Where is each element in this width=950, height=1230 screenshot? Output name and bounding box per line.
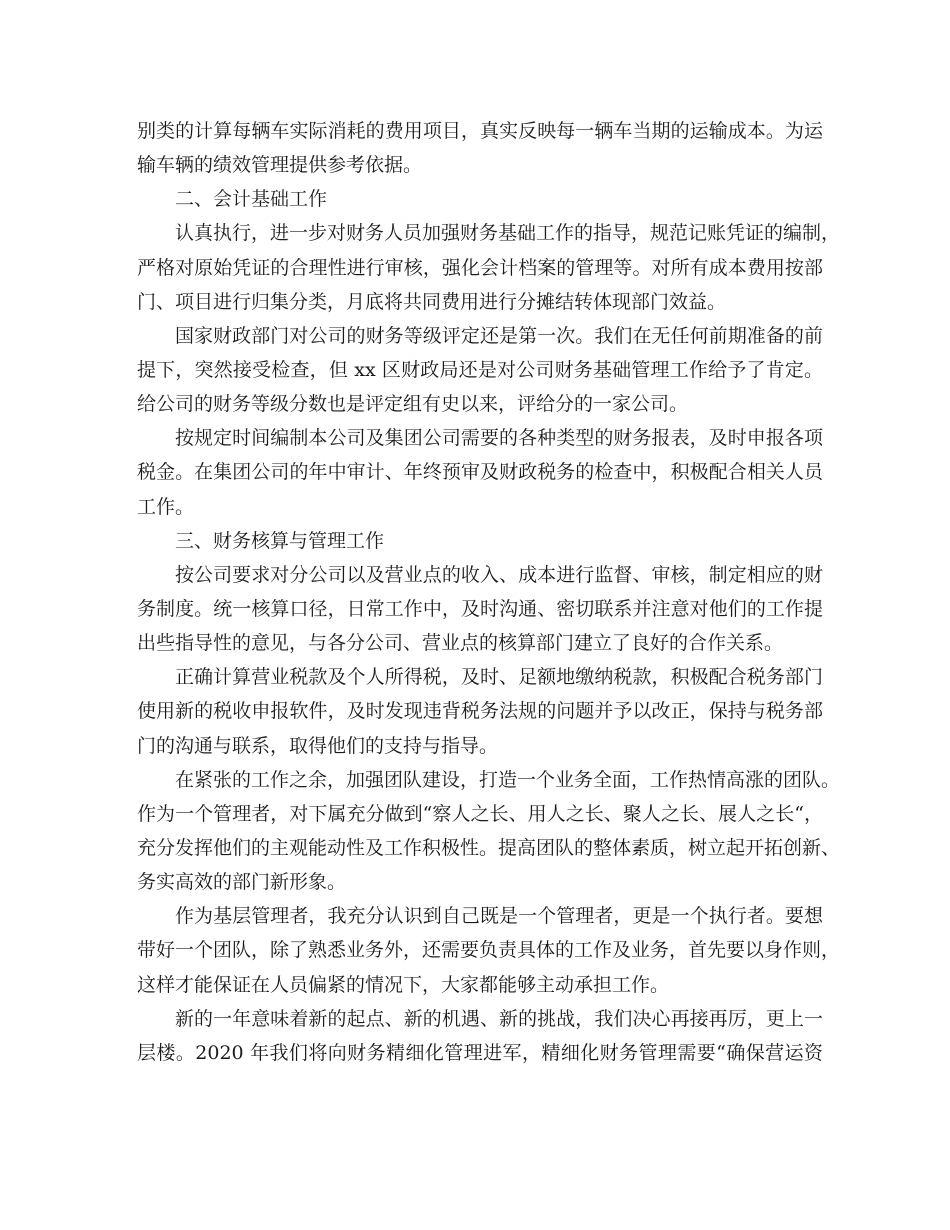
paragraph-line: 国家财政部门对公司的财务等级评定还是第一次。我们在无任何前期准备的前 — [175, 324, 823, 347]
paragraph-line: 税金。在集团公司的年中审计、年终预审及财政税务的检查中，积极配合相关人员 — [137, 461, 823, 484]
paragraph-line: 别类的计算每辆车实际消耗的费用项目，真实反映每一辆车当期的运输成本。为运 — [137, 120, 823, 142]
paragraph-line: 层楼。2020 年我们将向财务精细化管理进军，精细化财务管理需要“确保营运资 — [137, 1041, 823, 1064]
paragraph-line: 门、项目进行归集分类，月底将共同费用进行分摊结转体现部门效益。 — [137, 290, 727, 313]
paragraph-line: 充分发挥他们的主观能动性及工作积极性。提高团队的整体素质，树立起开拓创新、 — [137, 836, 841, 859]
paragraph-line: 务制度。统一核算口径，日常工作中，及时沟通、密切联系并注意对他们的工作提 — [137, 597, 823, 620]
paragraph-line: 提下，突然接受检查，但 xx 区财政局还是对公司财务基础管理工作给予了肯定。 — [137, 358, 823, 381]
paragraph-line: 门的沟通与联系，取得他们的支持与指导。 — [137, 734, 499, 757]
paragraph-line: 带好一个团队，除了熟悉业务外，还需要负责具体的工作及业务，首先要以身作则， — [137, 939, 841, 962]
paragraph-line: 输车辆的绩效管理提供参考依据。 — [137, 154, 423, 177]
paragraph-line: 出些指导性的意见，与各分公司、营业点的核算部门建立了良好的合作关系。 — [137, 632, 784, 655]
section-heading: 二、会计基础工作 — [175, 188, 328, 211]
paragraph-line: 作为基层管理者，我充分认识到自己既是一个管理者，更是一个执行者。要想 — [175, 905, 823, 928]
paragraph-line: 使用新的税收申报软件，及时发现违背税务法规的问题并予以改正，保持与税务部 — [137, 700, 823, 723]
document-body — [137, 114, 841, 1070]
paragraph-line: 认真执行，进一步对财务人员加强财务基础工作的指导，规范记账凭证的编制， — [175, 222, 841, 245]
paragraph-line: 按公司要求对分公司以及营业点的收入、成本进行监督、审核，制定相应的财 — [175, 563, 823, 586]
paragraph-line: 给公司的财务等级分数也是评定组有史以来，评给分的一家公司。 — [137, 393, 689, 416]
paragraph-line: 新的一年意味着新的起点、新的机遇、新的挑战，我们决心再接再厉，更上一 — [175, 1007, 823, 1030]
section-heading: 三、财务核算与管理工作 — [175, 529, 385, 552]
paragraph-line: 严格对原始凭证的合理性进行审核，强化会计档案的管理等。对所有成本费用按部 — [137, 256, 823, 279]
paragraph-line: 这样才能保证在人员偏紧的情况下，大家都能够主动承担工作。 — [137, 973, 670, 996]
paragraph-line: 务实高效的部门新形象。 — [137, 871, 347, 894]
paragraph-line: 正确计算营业税款及个人所得税，及时、足额地缴纳税款，积极配合税务部门 — [175, 666, 823, 689]
paragraph-line: 在紧张的工作之余，加强团队建设，打造一个业务全面，工作热情高涨的团队。 — [175, 768, 841, 791]
paragraph-line: 按规定时间编制本公司及集团公司需要的各种类型的财务报表，及时申报各项 — [175, 427, 823, 450]
paragraph-line: 作为一个管理者，对下属充分做到“察人之长、用人之长、聚人之长、展人之长“， — [137, 802, 823, 825]
paragraph-line: 工作。 — [137, 495, 195, 518]
